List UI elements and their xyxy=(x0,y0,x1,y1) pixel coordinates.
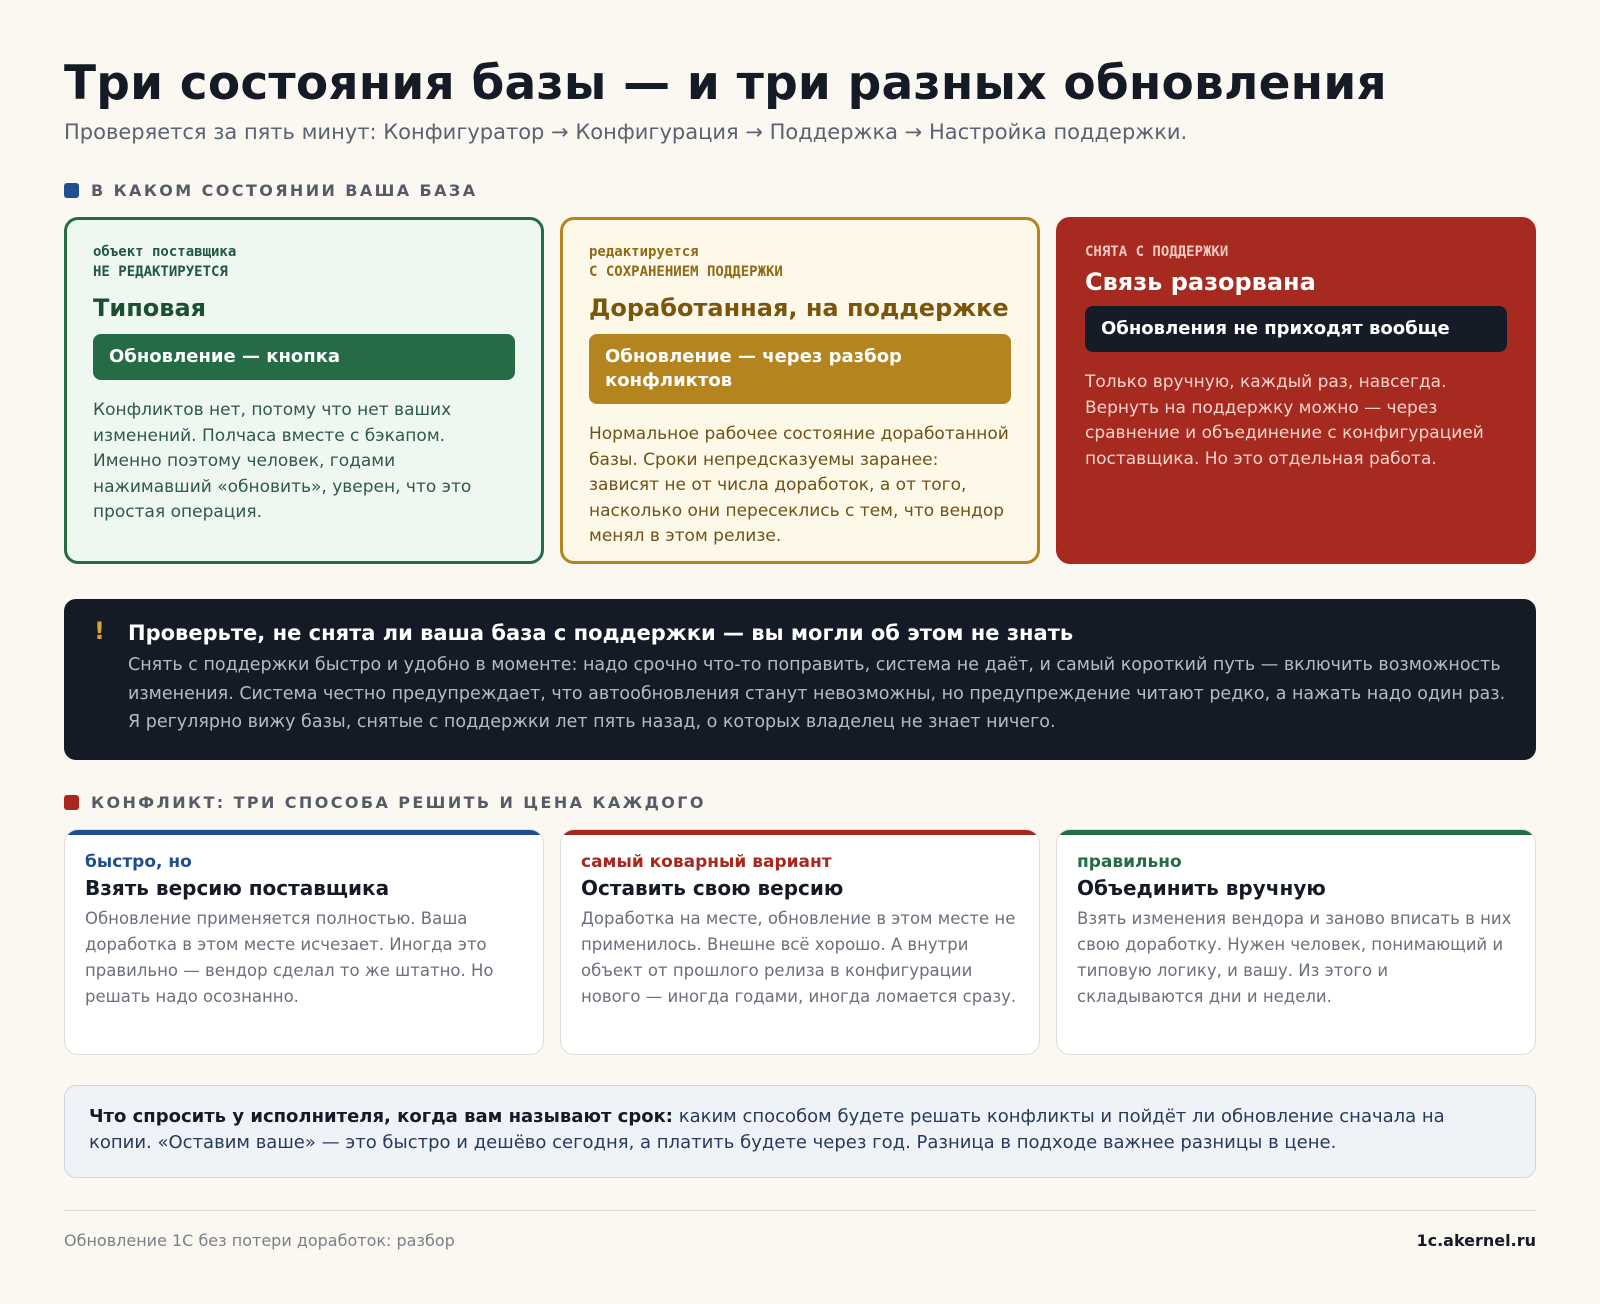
state-card-title: Доработанная, на поддержке xyxy=(589,294,1009,322)
question-text: каким способом будете решать конфликты и пойдёт ли обновление сначала на копии. «Оставим ваше» — это быстро и дешёво сегодня, а платить будете через год. Разница в подходе важнее разницы в цене. xyxy=(89,1106,1445,1153)
option-card-keep-own xyxy=(560,829,1040,1055)
square-bullet-icon xyxy=(64,183,79,198)
card-accent-bar xyxy=(561,830,1039,835)
option-card-merge xyxy=(1056,829,1536,1055)
state-card-pill: Обновление — кнопка xyxy=(93,334,515,380)
question-callout xyxy=(64,1085,1536,1178)
state-card-title: Типовая xyxy=(93,294,207,322)
option-kicker: правильно xyxy=(1077,852,1182,872)
state-card-unsupported xyxy=(1056,217,1536,564)
state-card-typical xyxy=(64,217,544,564)
option-body: Взять изменения вендора и заново вписать в них свою доработку. Нужен человек, понимающий и типовую логику, и вашу. Из этого и складываются дни и недели. xyxy=(1077,909,1512,1006)
option-card-vendor xyxy=(64,829,544,1055)
footer-caption: Обновление 1С без потери доработок: разбор xyxy=(64,1231,455,1250)
state-card-pill: Обновления не приходят вообще xyxy=(1085,306,1507,352)
question-lead: Что спросить у исполнителя, когда вам называют срок: xyxy=(89,1106,673,1127)
exclamation-icon: ! xyxy=(94,617,105,645)
state-card-kicker: редактируется С СОХРАНЕНИЕМ ПОДДЕРЖКИ xyxy=(589,244,783,280)
state-card-body: Только вручную, каждый раз, навсегда. Вернуть на поддержку можно — через сравнение и объединение с конфигурацией поставщика. Но это отдельная работа. xyxy=(1085,372,1484,469)
page-subtitle: Проверяется за пять минут: Конфигуратор → Конфигурация → Поддержка → Настройка поддержки. xyxy=(64,120,1188,144)
option-title: Взять версию поставщика xyxy=(85,876,390,900)
footer-divider xyxy=(64,1210,1536,1211)
section-label-text: КОНФЛИКТ: ТРИ СПОСОБА РЕШИТЬ И ЦЕНА КАЖДОГО xyxy=(91,793,706,812)
state-card-title: Связь разорвана xyxy=(1085,268,1316,296)
state-card-modified xyxy=(560,217,1040,564)
option-title: Объединить вручную xyxy=(1077,876,1326,900)
state-card-kicker: объект поставщика НЕ РЕДАКТИРУЕТСЯ xyxy=(93,244,237,280)
warning-banner xyxy=(64,599,1536,760)
option-kicker: быстро, но xyxy=(85,852,192,872)
section-label-text: В КАКОМ СОСТОЯНИИ ВАША БАЗА xyxy=(91,181,478,200)
state-card-pill: Обновление — через разбор конфликтов xyxy=(589,334,1011,404)
footer-site: 1c.akernel.ru xyxy=(1416,1231,1536,1250)
state-card-body: Конфликтов нет, потому что нет ваших изменений. Полчаса вместе с бэкапом. Именно поэтому человек, годами нажимавший «обновить», уверен, что это простая операция. xyxy=(93,400,472,522)
section-label-states xyxy=(64,181,478,200)
section-label-conflict xyxy=(64,793,706,812)
warning-title: Проверьте, не снята ли ваша база с поддержки — вы могли об этом не знать xyxy=(128,621,1074,645)
option-body: Обновление применяется полностью. Ваша доработка в этом месте исчезает. Иногда это правильно — вендор сделал то же штатно. Но решать надо осознанно. xyxy=(85,909,494,1006)
option-body: Доработка на месте, обновление в этом месте не применилось. Внешне всё хорошо. А внутри объект от прошлого релиза в конфигурации нового — иногда годами, иногда ломается сразу. xyxy=(581,909,1017,1006)
state-card-body: Нормальное рабочее состояние доработанной базы. Сроки непредсказуемы заранее: зависят не от числа доработок, а от того, насколько они пересеклись с тем, что вендор менял в этом релизе. xyxy=(589,424,1009,546)
square-bullet-icon xyxy=(64,795,79,810)
state-card-kicker: СНЯТА С ПОДДЕРЖКИ xyxy=(1085,244,1229,260)
warning-body: Снять с поддержки быстро и удобно в моменте: надо срочно что-то поправить, система не даёт, и самый короткий путь — включить возможность изменения. Система честно предупреждает, что автообновления станут невозможны, но предупреждение читают редко, а нажать надо один раз. Я регулярно вижу базы, снятые с поддержки лет пять назад, о которых владелец не знает ничего. xyxy=(128,655,1506,732)
card-accent-bar xyxy=(65,830,543,835)
card-accent-bar xyxy=(1057,830,1535,835)
page-title: Три состояния базы — и три разных обновления xyxy=(64,56,1387,111)
option-kicker: самый коварный вариант xyxy=(581,852,832,872)
option-title: Оставить свою версию xyxy=(581,876,844,900)
